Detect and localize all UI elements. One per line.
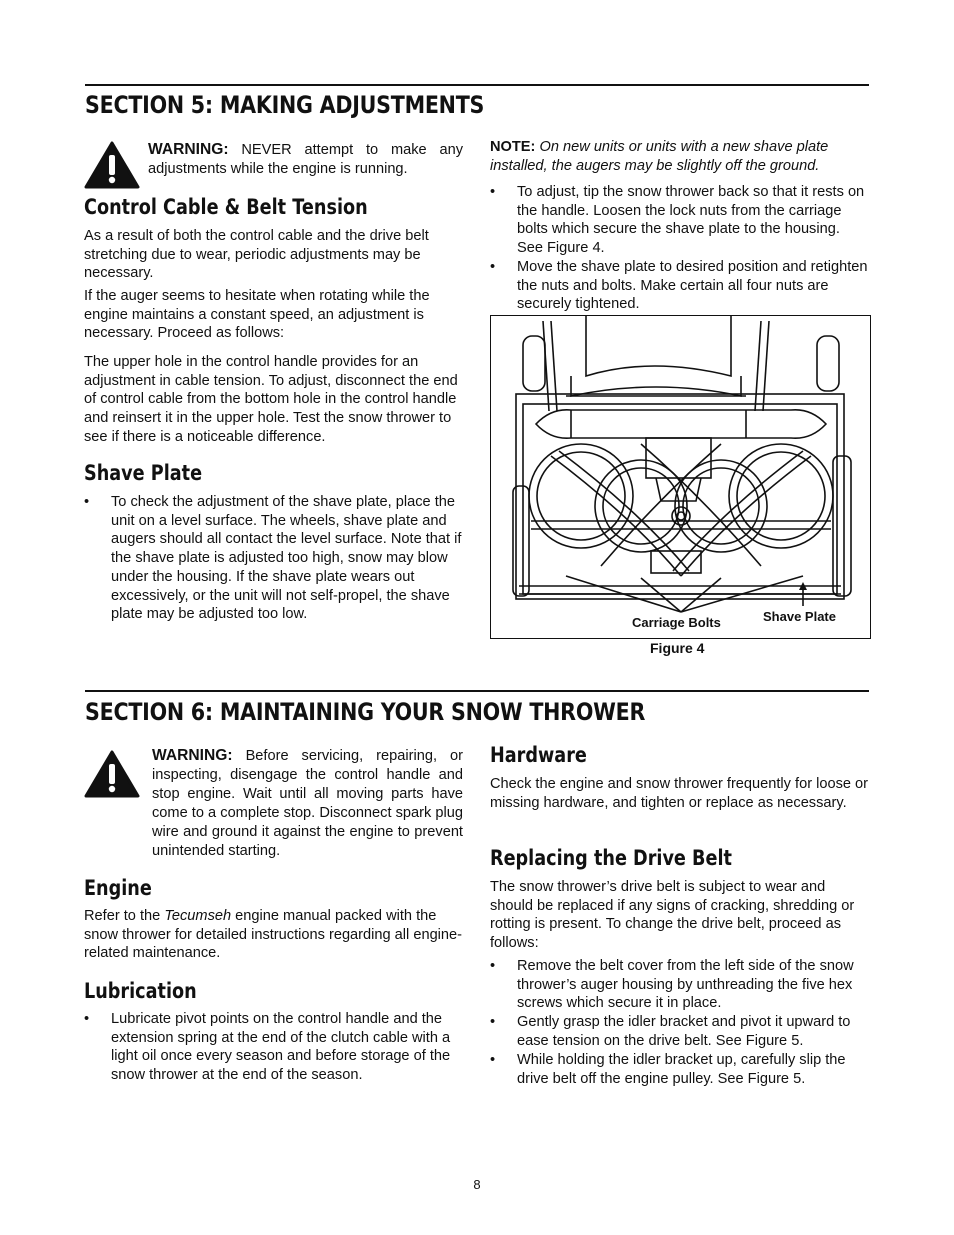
control-cable-p1: As a result of both the control cable and the drive belt stretching due to wear, periodic adjustments may be necessary. <box>84 228 429 282</box>
lubrication-heading: Lubrication <box>84 979 197 1003</box>
hardware-heading: Hardware <box>490 743 587 767</box>
bullet-dot: • <box>490 1052 496 1068</box>
drive-belt-bullet-3-text: While holding the idler bracket up, carefully slip the drive belt off the engine pulley. See Figure 5. <box>517 1052 846 1087</box>
lubrication-bullet <box>84 1010 463 1085</box>
adjust-bullet-1 <box>490 183 869 258</box>
section-5-rule <box>85 84 869 86</box>
drive-belt-heading: Replacing the Drive Belt <box>490 846 732 870</box>
figure-4-caption: Figure 4 <box>650 640 705 656</box>
carriage-bolts-label: Carriage Bolts <box>632 615 721 630</box>
section-6-warning <box>152 746 463 861</box>
note-label: NOTE: <box>490 139 536 155</box>
drive-belt-bullet-2-text: Gently grasp the idler bracket and pivot it upward to ease tension on the drive belt. See Figure 5. <box>517 1014 851 1049</box>
drive-belt-bullet-2 <box>490 1013 869 1050</box>
section-6-rule <box>85 690 869 692</box>
bullet-dot: • <box>490 259 496 275</box>
control-cable-p2: If the auger seems to hesitate when rotating while the engine maintains a constant speed, an adjustment is necessary. Proceed as follows: <box>84 288 430 342</box>
bullet-dot: • <box>490 958 496 974</box>
adjust-bullet-2-text: Move the shave plate to desired position and retighten the nuts and bolts. Make certain all four nuts are securely tightened. <box>517 259 868 313</box>
engine-text <box>84 907 464 963</box>
control-cable-p3: The upper hole in the control handle provides for an adjustment in cable tension. To adjust, disconnect the end of control cable from the bottom hole in the control handle and reinsert it in the upper hole. Test the snow thrower to see if there is a noticeable difference. <box>84 354 458 445</box>
section-5-warning <box>148 140 463 179</box>
hardware-text: Check the engine and snow thrower frequently for loose or missing hardware, and tighten or replace as necessary. <box>490 776 869 811</box>
drive-belt-bullet-1-text: Remove the belt cover from the left side of the snow thrower’s auger housing by unthreading the five hex screws which secure it in place. <box>517 958 854 1012</box>
warning-text: NEVER attempt to make any adjustments while the engine is running. <box>148 142 463 177</box>
control-cable-heading: Control Cable & Belt Tension <box>84 195 368 219</box>
warning-text: Before servicing, repairing, or inspecting, disengage the control handle and stop engine. Wait until all moving parts have come to a complete stop. Disconnect spark plug wire and ground it against the engine to prevent unintended starting. <box>152 748 463 859</box>
bullet-dot: • <box>490 1014 496 1030</box>
section-6-title: SECTION 6: MAINTAINING YOUR SNOW THROWER <box>85 698 646 726</box>
snow-thrower-front-illustration <box>491 316 871 639</box>
page-number: 8 <box>473 1177 481 1192</box>
adjust-bullet-2 <box>490 258 869 314</box>
section-5-title: SECTION 5: MAKING ADJUSTMENTS <box>85 91 485 119</box>
warning-icon <box>84 140 140 190</box>
section-5-note <box>490 138 872 176</box>
drive-belt-text: The snow thrower’s drive belt is subject to wear and should be replaced if any signs of cracking, shredding or rotting is present. To change the drive belt, proceed as follows: <box>490 879 855 952</box>
warning-icon <box>84 749 140 799</box>
adjust-bullet-1-text: To adjust, tip the snow thrower back so that it rests on the handle. Loosen the lock nuts from the carriage bolts which secure the shave plate to the housing. See Figure 4. <box>517 184 865 257</box>
engine-text-before: Refer to the <box>84 908 165 924</box>
drive-belt-bullet-3 <box>490 1051 869 1088</box>
drive-belt-bullet-1 <box>490 957 869 1013</box>
bullet-dot: • <box>84 1011 90 1027</box>
bullet-dot: • <box>490 184 496 200</box>
note-text: On new units or units with a new shave plate installed, the augers may be slightly off the ground. <box>490 139 829 174</box>
figure-4 <box>490 315 871 639</box>
shave-plate-bullet <box>84 493 465 624</box>
warning-label: WARNING: <box>152 747 233 764</box>
lubrication-bullet-text: Lubricate pivot points on the control handle and the extension spring at the end of the clutch cable with a light oil once every season and before storage of the snow thrower at the end of the season. <box>111 1011 451 1084</box>
engine-heading: Engine <box>84 876 152 900</box>
engine-brand: Tecumseh <box>164 908 232 924</box>
warning-label: WARNING: <box>148 141 229 158</box>
shave-plate-heading: Shave Plate <box>84 461 203 485</box>
shave-plate-label: Shave Plate <box>763 609 836 624</box>
engine-text-after: engine manual packed with the snow thrower for detailed instructions regarding all engine-related maintenance. <box>84 908 463 962</box>
bullet-dot: • <box>84 494 90 510</box>
shave-plate-bullet-text: To check the adjustment of the shave plate, place the unit on a level surface. The wheels, shave plate and augers should all contact the level surface. Note that if the shave plate is adjusted too high, snow may blow under the housing. If the shave plate wears out excessively, or the unit will not self-propel, the shave plate may be adjusted too low. <box>111 494 462 623</box>
